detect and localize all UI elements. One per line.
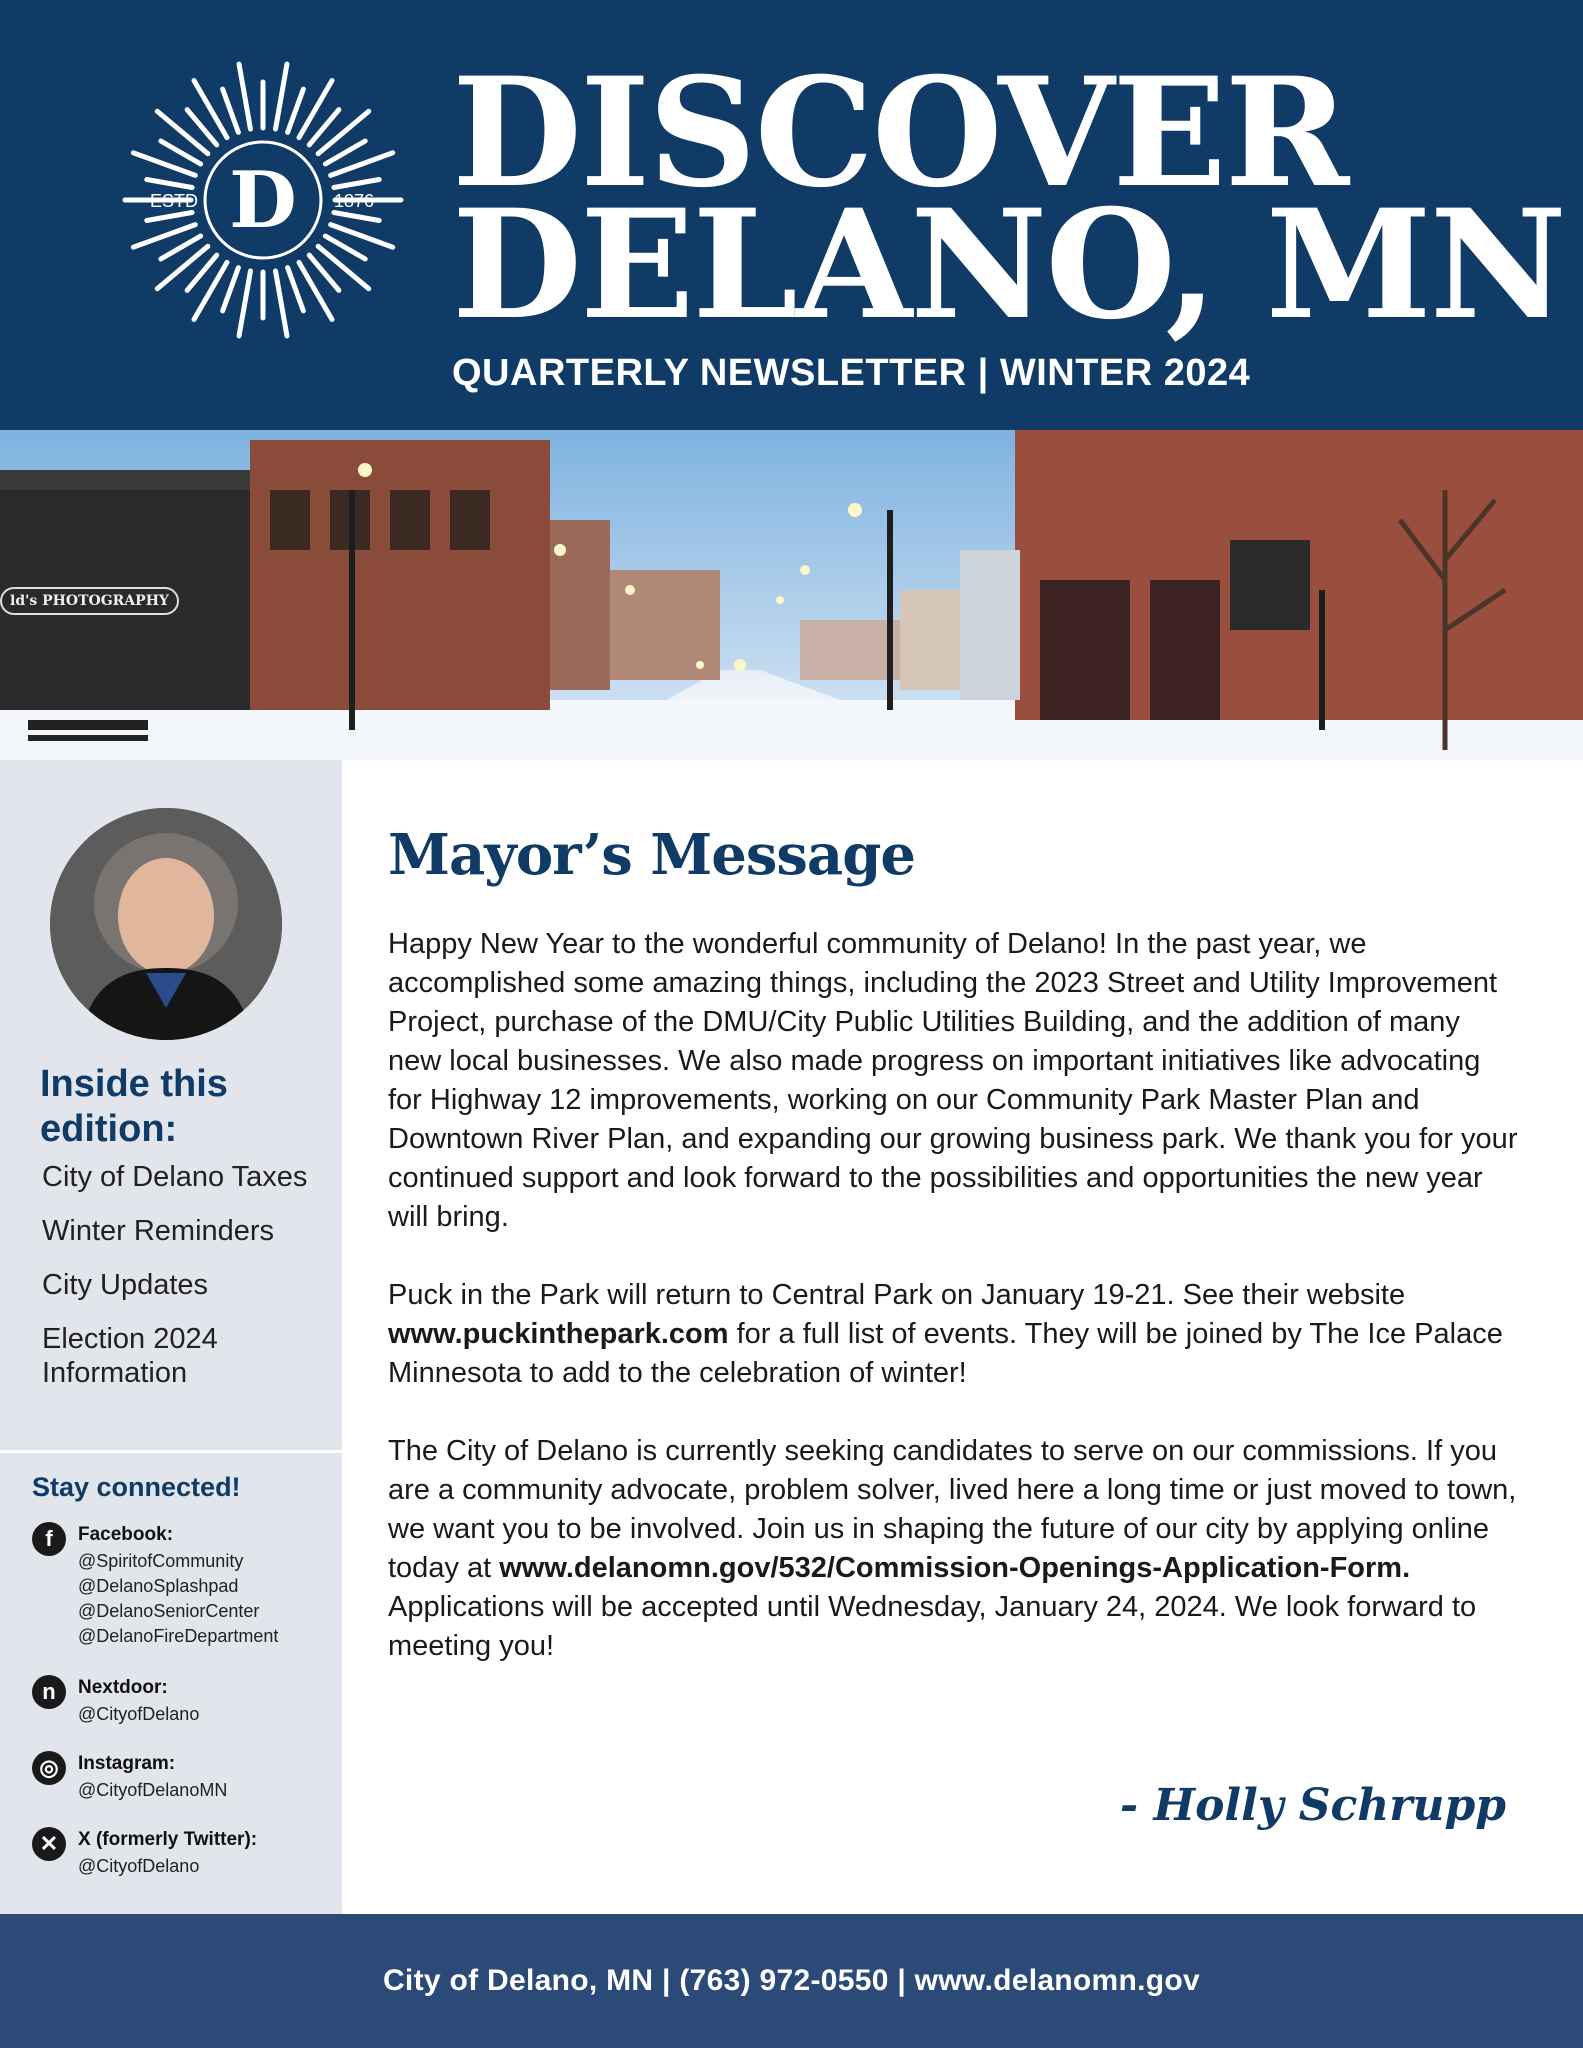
photography-shop-sign: ld's PHOTOGRAPHY (0, 587, 179, 615)
social-name: X (formerly Twitter): (78, 1829, 258, 1850)
logo-ray (239, 64, 250, 129)
paragraph-text: Applications will be accepted until Wednesday, January 24, 2024. We look forward to meeting you! (388, 1591, 1477, 1662)
mayor-signature: - Holly Schrupp (1119, 1780, 1506, 1831)
mayors-message-body (388, 925, 1518, 1705)
instagram-icon: ◎ (32, 1751, 66, 1785)
logo-ray (147, 180, 192, 188)
message-paragraph-3 (388, 1432, 1518, 1666)
logo-ray (334, 180, 379, 188)
nextdoor-icon: n (32, 1675, 66, 1709)
logo-letter: D (229, 155, 297, 246)
logo-ray (334, 213, 379, 221)
newsletter-footer (0, 1914, 1583, 2048)
mayor-portrait (50, 808, 282, 1040)
logo-ray (223, 89, 239, 132)
social-name: Facebook: (78, 1524, 174, 1545)
newsletter-subtitle: QUARTERLY NEWSLETTER | WINTER 2024 (452, 352, 1251, 394)
newsletter-header (0, 0, 1583, 430)
social-handles (78, 1549, 278, 1649)
social-handle[interactable]: @CityofDelanoMN (78, 1780, 228, 1800)
stay-connected-title: Stay connected! (32, 1472, 241, 1502)
title-line-2: DELANO, MN (452, 177, 1565, 353)
message-paragraph-1: Happy New Year to the wonderful community of Delano! In the past year, we accomplished some amazing things, including the 2023 Street and Utility Improvement Project, purchase of the DMU/City Public Utilities Building, and the addition of many new local businesses. We also made progress on important initiatives like advocating for Highway 12 improvements, working on our Community Park Master Plan and Downtown River Plan, and expanding our growing business park. We thank you for your continued support and look forward to the possibilities and opportunities the new year will bring. (388, 928, 1518, 1233)
logo-ray (276, 271, 287, 336)
social-handle[interactable]: @CityofDelano (78, 1704, 200, 1724)
mayors-message-title: Mayor’s Message (388, 822, 915, 888)
message-paragraph-2 (388, 1276, 1518, 1393)
list-item: City Updates (42, 1269, 209, 1301)
logo-ray (288, 89, 304, 132)
social-handle[interactable]: @DelanoFireDepartment (78, 1626, 279, 1646)
inside-edition-title: Inside this edition: (40, 1063, 228, 1150)
commission-application-link[interactable]: www.delanomn.gov/532/Commission-Openings-Application-Form. (499, 1552, 1411, 1584)
logo-ray (223, 268, 239, 311)
delano-logo (118, 55, 408, 345)
social-handles (78, 1778, 227, 1803)
logo-ray (318, 246, 369, 288)
logo-ray (147, 213, 192, 221)
logo-right-text: 1876 (333, 191, 375, 211)
x-icon: ✕ (32, 1827, 66, 1861)
social-handle[interactable]: @DelanoSeniorCenter (78, 1601, 260, 1621)
facebook-icon: f (32, 1522, 66, 1556)
social-handle[interactable]: @CityofDelano (78, 1856, 200, 1876)
logo-ray (157, 246, 208, 288)
puckinthepark-link[interactable]: www.puckinthepark.com (388, 1318, 729, 1350)
social-handle[interactable]: @SpiritofCommunity (78, 1551, 244, 1571)
sidebar-divider (0, 1450, 342, 1453)
paragraph-text: Puck in the Park will return to Central Park on January 19-21. See their website (388, 1279, 1406, 1311)
logo-ray (288, 268, 304, 311)
logo-ray (157, 111, 208, 153)
title-line-1: DISCOVER (452, 45, 1348, 221)
social-handles (78, 1854, 199, 1879)
social-handle[interactable]: @DelanoSplashpad (78, 1576, 239, 1596)
list-item: Winter Reminders (42, 1215, 275, 1247)
logo-ray (239, 271, 250, 336)
inside-edition-list (42, 1160, 322, 1410)
social-name: Nextdoor: (78, 1677, 168, 1698)
winter-street-photo (0, 430, 1583, 760)
logo-left-text: ESTD (149, 191, 199, 211)
social-name: Instagram: (78, 1753, 176, 1774)
paragraph-text: for a full list of events. They will be joined by The Ice Palace Minnesota to add to the celebration of winter! (388, 1318, 1503, 1389)
social-handles (78, 1702, 199, 1727)
logo-ray (276, 64, 287, 129)
list-item: Election 2024 Information (42, 1323, 218, 1389)
logo-ray (318, 111, 369, 153)
list-item: City of Delano Taxes (42, 1161, 308, 1193)
sidebar (0, 760, 342, 1914)
footer-contact[interactable]: City of Delano, MN | (763) 972-0550 | www.delanomn.gov (382, 1964, 1201, 1997)
paragraph-text: The City of Delano is currently seeking candidates to serve on our commissions. If you are a community advocate, problem solver, lived here a long time or just moved to town, we want you to be involved. Join us in shaping the future of our city by applying online today at (388, 1435, 1517, 1584)
